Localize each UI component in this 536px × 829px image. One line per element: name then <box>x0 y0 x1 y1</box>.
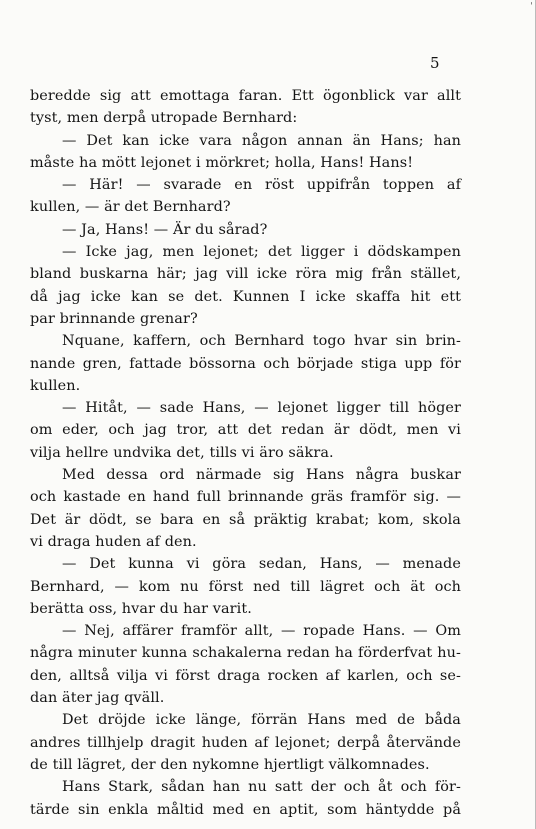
text-line: då jag icke kan se det. Kunnen I icke skaffa hit ett <box>30 288 461 305</box>
text-line: tyst, men derpå utropade Bernhard: <box>30 110 298 127</box>
text-line: vi draga huden af den. <box>30 533 197 550</box>
text-line: beredde sig att emottaga faran. Ett ögonblick var allt <box>30 88 461 104</box>
text-line: den, alltså vilja vi först draga rocken af karlen, och se- <box>30 667 461 684</box>
text-line: kullen, — är det Bernhard? <box>30 199 231 216</box>
text-line: tärde sin enkla måltid med en aptit, som häntydde på <box>30 801 461 818</box>
text-line: berätta oss, hvar du har varit. <box>30 600 252 617</box>
text-line: Hans Stark, sådan han nu satt der och åt och för- <box>62 779 461 796</box>
text-line: Det dröjde icke länge, förrän Hans med de båda <box>62 712 461 729</box>
text-line: — Här! — svarade en röst uppifrån toppen af <box>62 177 461 194</box>
text-line: dan äter jag qväll. <box>30 690 165 707</box>
text-line: Det är dödt, se bara en så präktig krabat; kom, skola <box>30 511 461 528</box>
text-line: nande gren, fattade bössorna och började stiga upp för <box>30 355 461 372</box>
text-line: om eder, och jag tror, att det redan är dödt, men vi <box>30 422 461 439</box>
text-line: Med dessa ord närmade sig Hans några buskar <box>62 467 461 484</box>
text-line: de till lägret, der den nykomne hjertligt välkomnades. <box>30 756 430 773</box>
text-line: andres tillhjelp dragit huden af lejonet; derpå återvände <box>30 734 461 751</box>
text-line: — Nej, affärer framför allt, — ropade Hans. — Om <box>62 623 461 640</box>
text-line: bland buskarna här; jag vill icke röra mig från stället, <box>30 266 461 283</box>
text-line: — Hitåt, — sade Hans, — lejonet ligger till höger <box>62 400 461 417</box>
corner-mark: ˈ <box>530 2 533 13</box>
text-line: Nquane, kaffern, och Bernhard togo hvar sin brin- <box>62 333 461 350</box>
text-line: Bernhard, — kom nu först ned till lägret och ät och <box>30 578 461 595</box>
body-text <box>30 85 461 821</box>
text-line: par brinnande grenar? <box>30 310 198 327</box>
text-line: — Ja, Hans! — Är du sårad? <box>62 221 268 238</box>
text-line: vilja hellre undvika det, tills vi äro säkra. <box>30 444 334 461</box>
text-line: — Det kan icke vara någon annan än Hans; han <box>62 132 461 149</box>
text-line: — Icke jag, men lejonet; det ligger i dödskampen <box>62 244 461 261</box>
text-line: — Det kunna vi göra sedan, Hans, — menade <box>62 556 461 573</box>
text-line: måste ha mött lejonet i mörkret; holla, Hans! Hans! <box>30 154 414 171</box>
text-line: kullen. <box>30 377 81 394</box>
text-line: några minuter kunna schakalerna redan ha förderfvat hu- <box>30 645 461 662</box>
text-line: och kastade en hand full brinnande gräs framför sig. — <box>30 489 461 506</box>
page-number: 5 <box>430 54 440 72</box>
